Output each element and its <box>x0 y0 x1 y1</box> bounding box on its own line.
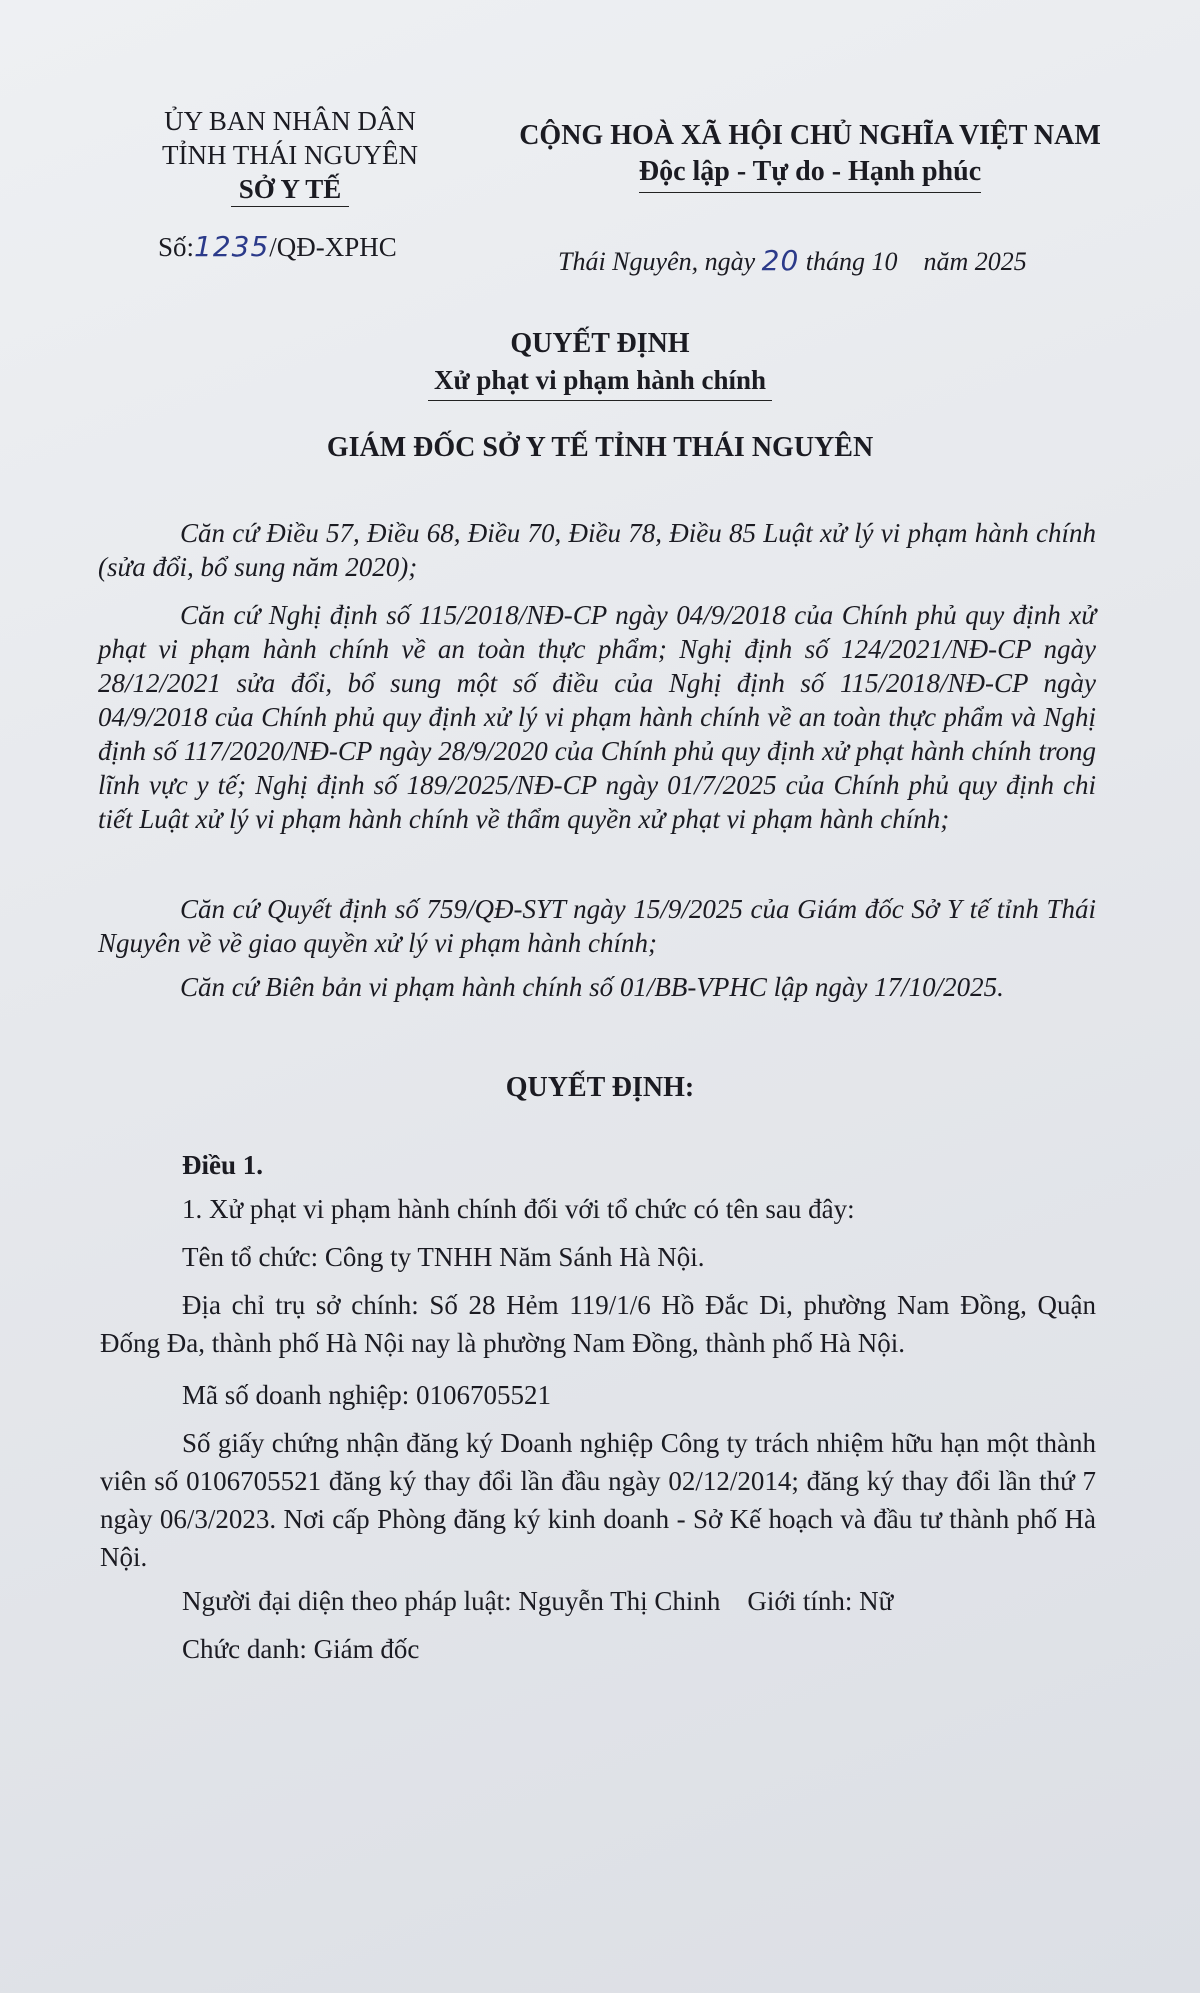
org-line-2: TỈNH THÁI NGUYÊN <box>162 140 418 170</box>
handwritten-number: 1235 <box>194 230 270 263</box>
legal-basis-1: Căn cứ Điều 57, Điều 68, Điều 70, Điều 78, Điều 85 Luật xử lý vi phạm hành chính (sửa đổi, bổ sung năm 2020); <box>98 518 1096 582</box>
date-suffix: tháng 10 năm 2025 <box>805 247 1027 276</box>
department-underline <box>231 206 349 207</box>
legal-representative <box>100 1582 1096 1620</box>
representative-position: Chức danh: Giám đốc <box>182 1634 420 1664</box>
title-block <box>0 326 1200 401</box>
signing-authority: GIÁM ĐỐC SỞ Y TẾ TỈNH THÁI NGUYÊN <box>326 432 874 463</box>
number-prefix: Số: <box>158 232 195 262</box>
org-line-1: ỦY BAN NHÂN DÂN <box>164 106 416 136</box>
handwritten-day: 20 <box>761 244 800 277</box>
national-header <box>500 118 1120 193</box>
date-prefix: Thái Nguyên, ngày <box>558 247 756 276</box>
legal-basis-4: Căn cứ Biên bản vi phạm hành chính số 01/BB-VPHC lập ngày 17/10/2025. <box>180 972 1004 1002</box>
legal-basis-2: Căn cứ Nghị định số 115/2018/NĐ-CP ngày 04/9/2018 của Chính phủ quy định xử phạt vi phạm hành chính về an toàn thực phẩm; Nghị định số 124/2021/NĐ-CP ngày 28/12/2021 sửa đổi, bổ sung một số điều của Nghị định số 115/2018/NĐ-CP ngày 04/9/2018 của Chính phủ quy định xử lý vi phạm hành chính về an toàn thực phẩm và Nghị định số 117/2020/NĐ-CP ngày 28/9/2020 của Chính phủ quy định xử phạt hành chính trong lĩnh vực y tế; Nghị định số 189/2025/NĐ-CP ngày 01/7/2025 của Chính phủ quy định chi tiết Luật xử lý vi phạm hành chính về thẩm quyền xử phạt vi phạm hành chính; <box>98 600 1096 834</box>
issue-date <box>558 244 1027 277</box>
document-title: QUYẾT ĐỊNH <box>510 328 690 359</box>
decision-heading: QUYẾT ĐỊNH: <box>505 1072 695 1103</box>
representative-name: Người đại diện theo pháp luật: Nguyễn Thị Chinh <box>182 1586 721 1616</box>
document-subtitle: Xử phạt vi phạm hành chính <box>428 362 772 401</box>
business-registration: Số giấy chứng nhận đăng ký Doanh nghiệp Công ty trách nhiệm hữu hạn một thành viên số 0106705521 đăng ký thay đổi lần đầu ngày 02/12/2014; đăng ký thay đổi lần thứ 7 ngày 06/3/2023. Nơi cấp Phòng đăng ký kinh doanh - Sở Kế hoạch và đầu tư thành phố Hà Nội. <box>100 1428 1096 1572</box>
article-1-item-1: 1. Xử phạt vi phạm hành chính đối với tổ chức có tên sau đây: <box>182 1194 855 1224</box>
enterprise-code: Mã số doanh nghiệp: 0106705521 <box>182 1380 551 1410</box>
organization-address: Địa chỉ trụ sở chính: Số 28 Hẻm 119/1/6 Hồ Đắc Di, phường Nam Đồng, Quận Đống Đa, thành phố Hà Nội nay là phường Nam Đồng, thành phố Hà Nội. <box>100 1290 1096 1358</box>
org-department: SỞ Y TẾ <box>238 174 342 204</box>
article-1-heading: Điều 1. <box>182 1150 263 1180</box>
national-motto: Độc lập - Tự do - Hạnh phúc <box>639 154 981 193</box>
organization-name: Tên tổ chức: Công ty TNHH Năm Sánh Hà Nội. <box>182 1242 705 1272</box>
document-number <box>158 230 397 263</box>
nation-name: CỘNG HOÀ XÃ HỘI CHỦ NGHĨA VIỆT NAM <box>519 120 1101 151</box>
legal-basis-3: Căn cứ Quyết định số 759/QĐ-SYT ngày 15/9/2025 của Giám đốc Sở Y tế tỉnh Thái Nguyên về về giao quyền xử lý vi phạm hành chính; <box>98 894 1096 958</box>
number-suffix: /QĐ-XPHC <box>269 232 397 262</box>
issuing-authority <box>120 104 460 207</box>
representative-gender: Giới tính: Nữ <box>747 1586 894 1616</box>
